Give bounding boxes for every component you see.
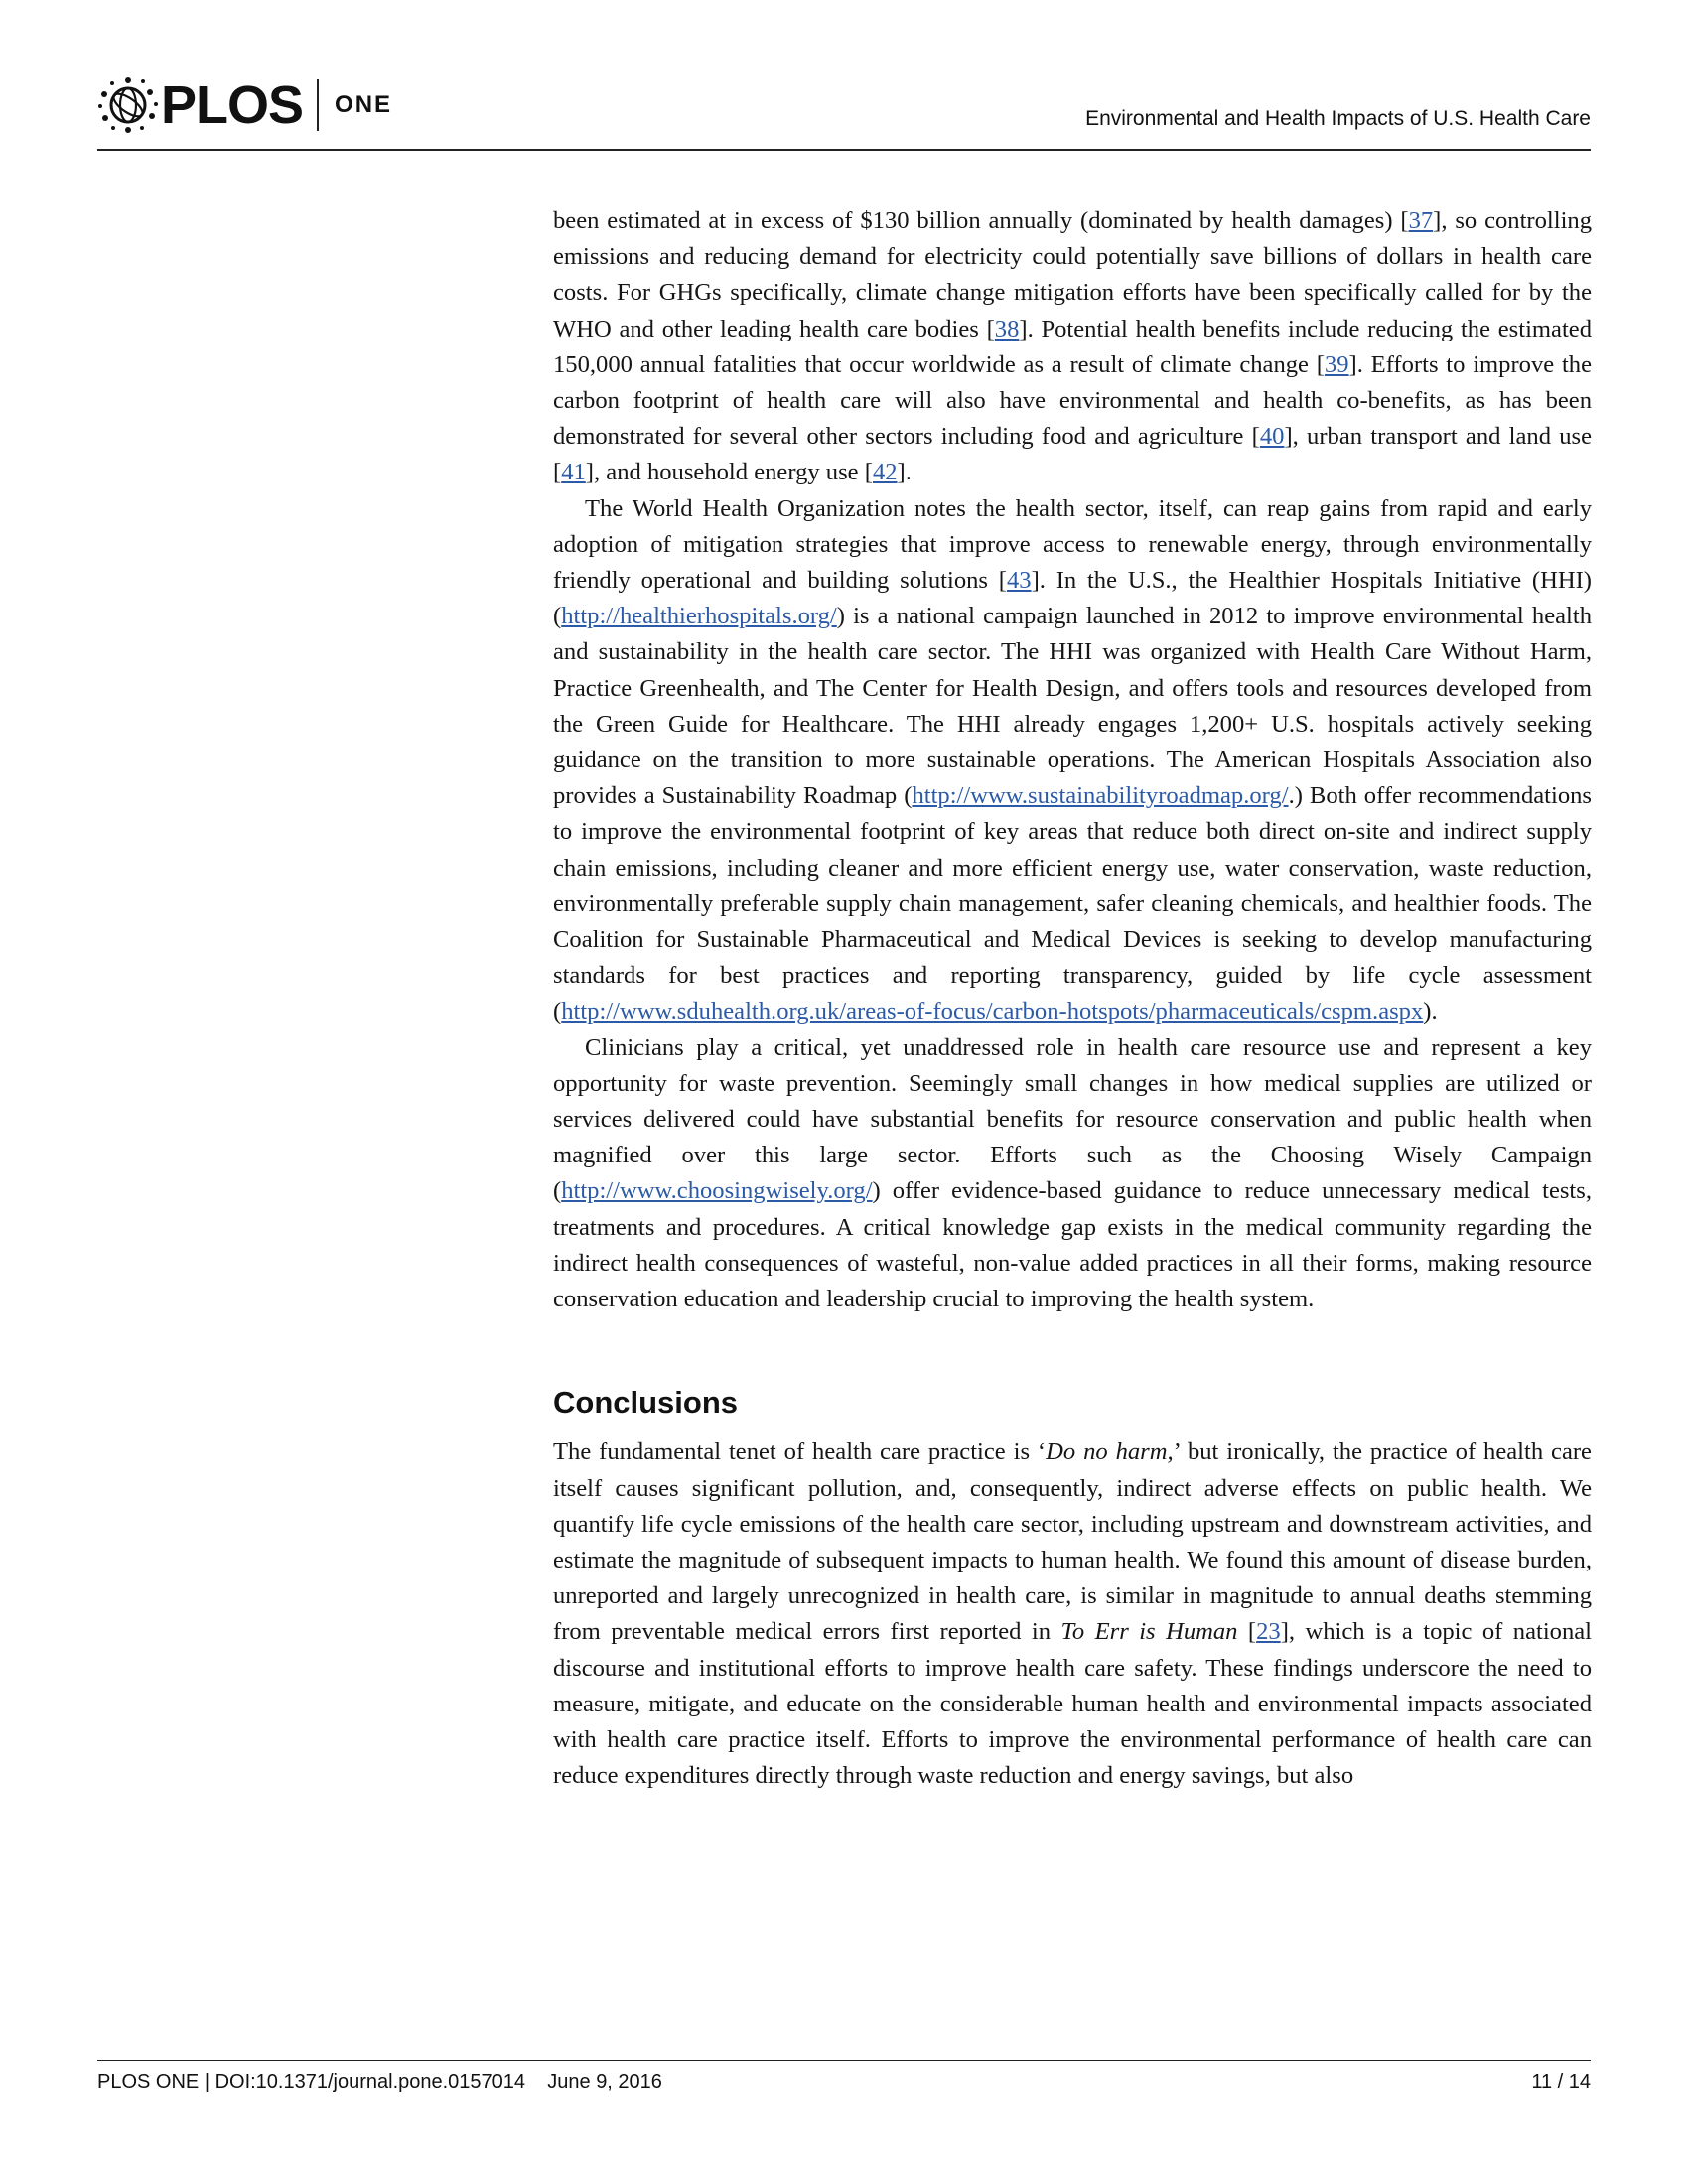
- citation-link[interactable]: 41: [561, 459, 586, 486]
- text-run: Clinicians play a critical, yet unaddressed role in health care resource use and represent a key opportunity for waste prevention. Seemingly small changes in how medical supplies are utilized or services delivered could have substantial benefits for resource conservation and public health when magnified over this large sector. Efforts such as the Choosing Wisely Campaign (: [553, 1033, 1592, 1205]
- text-run: ]. In the U.S., the Healthier Hospitals Initiative (HHI) (: [553, 567, 1593, 630]
- running-title: Environmental and Health Impacts of U.S. Health Care: [1085, 107, 1591, 130]
- footer-citation: PLOS ONE | DOI:10.1371/journal.pone.0157014 June 9, 2016: [97, 2071, 662, 2093]
- text-run: ], and household energy use [: [585, 459, 873, 486]
- citation-link[interactable]: 23: [1256, 1618, 1281, 1646]
- logo-journal-name: ONE: [335, 91, 393, 118]
- text-run: ], which is a topic of national discourse and institutional efforts to improve health care safety. These findings underscore the need to measure, mitigate, and educate on the considerable human health and environmental impacts associated with health care practice itself. Efforts to improve the environmental performance of health care can reduce expenditures directly through waste reduction and energy savings, but also: [553, 1618, 1592, 1790]
- paragraph-2: [553, 491, 1592, 1030]
- text-run: ], so controlling emissions and reducing demand for electricity could potentially save billions of dollars in health care costs. For GHGs specifically, climate change mitigation efforts have been specifically called for by the WHO and other leading health care bodies [: [553, 207, 1592, 342]
- text-run: ].: [897, 459, 912, 486]
- text-run: [: [1237, 1618, 1257, 1646]
- text-run: ], urban transport and land use [: [553, 423, 1592, 486]
- text-run: The World Health Organization notes the health sector, itself, can reap gains from rapid and early adoption of mitigation strategies that improve access to renewable energy, through environmentally friendly operational and building solutions [: [553, 494, 1592, 595]
- article-body: [553, 204, 1592, 1794]
- plos-globe-icon: [97, 74, 159, 136]
- citation-link[interactable]: 42: [872, 459, 898, 486]
- citation-link[interactable]: 39: [1324, 350, 1349, 378]
- citation-link[interactable]: 43: [1006, 567, 1032, 595]
- logo-wordmark: PLOS: [161, 75, 304, 135]
- url-link[interactable]: http://www.sduhealth.org.uk/areas-of-focus/carbon-hotspots/pharmaceuticals/cspm.aspx: [561, 998, 1424, 1025]
- text-run: ) offer evidence-based guidance to reduce unnecessary medical tests, treatments and procedures. A critical knowledge gap exists in the medical community regarding the indirect health consequences of wasteful, non-value added practices in all their forms, making resource conservation education and leadership crucial to improving the health system.: [553, 1177, 1592, 1313]
- plos-one-logo[interactable]: [97, 75, 392, 135]
- text-run: ]. Potential health benefits include reducing the estimated 150,000 annual fatalities that occur worldwide as a result of climate change [: [553, 315, 1592, 378]
- text-run: ).: [1423, 998, 1438, 1025]
- italic-text: Do no harm,: [1046, 1438, 1174, 1466]
- paragraph-3: [553, 1030, 1592, 1318]
- paragraph-conclusions: [553, 1434, 1592, 1794]
- citation-link[interactable]: 40: [1259, 423, 1285, 451]
- page-number: 11 / 14: [1531, 2071, 1591, 2093]
- citation-link[interactable]: 38: [994, 315, 1020, 342]
- text-run: ’ but ironically, the practice of health care itself causes significant pollution, and, consequently, indirect adverse effects on public health. We quantify life cycle emissions of the health care sector, including upstream and downstream activities, and estimate the magnitude of subsequent impacts to human health. We found this amount of disease burden, unreported and largely unrecognized in health care, is similar in magnitude to annual deaths stemming from preventable medical errors first reported in: [553, 1438, 1592, 1646]
- section-heading-conclusions: Conclusions: [553, 1385, 739, 1421]
- page-header: [97, 71, 1591, 153]
- text-run: been estimated at in excess of $130 billion annually (dominated by health damages) [: [553, 207, 1409, 234]
- text-run: The fundamental tenet of health care practice is ‘: [553, 1438, 1047, 1466]
- italic-text: To Err is Human: [1060, 1618, 1238, 1646]
- citation-link[interactable]: 37: [1408, 207, 1434, 234]
- url-link[interactable]: http://healthierhospitals.org/: [561, 603, 837, 630]
- paragraph-1: [553, 204, 1592, 491]
- url-link[interactable]: http://www.sustainabilityroadmap.org/: [912, 782, 1289, 810]
- logo-divider: [317, 79, 319, 131]
- text-run: ]. Efforts to improve the carbon footprint of health care will also have environmental and health co-benefits, as has been demonstrated for several other sectors including food and agriculture [: [553, 350, 1592, 451]
- footer-rule: [97, 2060, 1591, 2061]
- header-rule: [97, 149, 1591, 151]
- url-link[interactable]: http://www.choosingwisely.org/: [561, 1177, 873, 1205]
- text-run: .) Both offer recommendations to improve the environmental footprint of key areas that reduce both direct on-site and indirect supply chain emissions, including cleaner and more efficient energy use, water conservation, waste reduction, environmentally preferable supply chain management, safer cleaning chemicals, and healthier foods. The Coalition for Sustainable Pharmaceutical and Medical Devices is seeking to develop manufacturing standards for best practices and reporting transparency, guided by life cycle assessment (: [553, 782, 1592, 1025]
- text-run: ) is a national campaign launched in 2012 to improve environmental health and sustainability in the health care sector. The HHI was organized with Health Care Without Harm, Practice Greenhealth, and The Center for Health Design, and offers tools and resources developed from the Green Guide for Healthcare. The HHI already engages 1,200+ U.S. hospitals actively seeking guidance on the transition to more sustainable operations. The American Hospitals Association also provides a Sustainability Roadmap (: [553, 603, 1592, 810]
